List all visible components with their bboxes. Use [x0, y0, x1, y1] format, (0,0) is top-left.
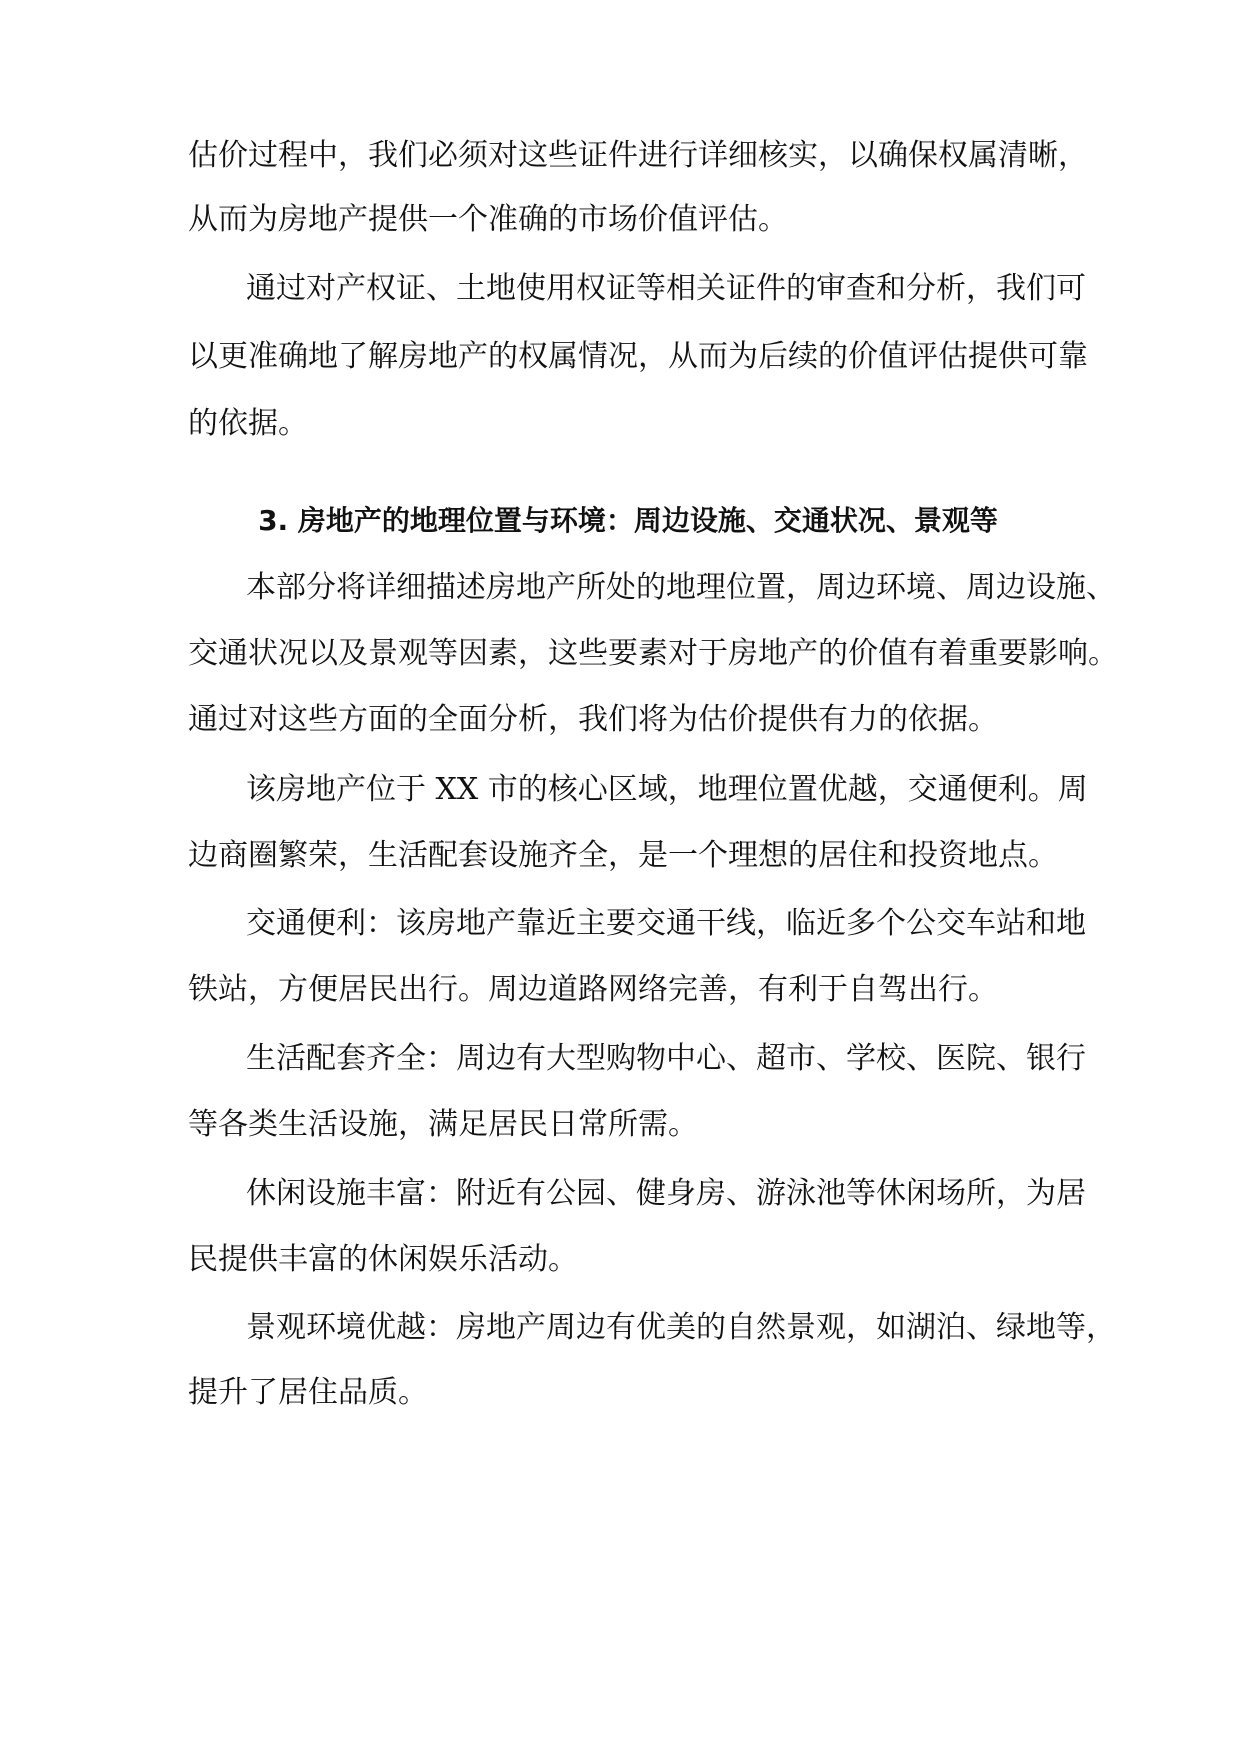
paragraph-line: 该房地产位于 XX 市的核心区域，地理位置优越，交通便利。周: [246, 772, 1088, 807]
paragraph-line: 提升了居住品质。: [188, 1375, 428, 1410]
paragraph-line: 通过对这些方面的全面分析，我们将为估价提供有力的依据。: [188, 702, 998, 737]
paragraph-line: 休闲设施丰富：附近有公园、健身房、游泳池等休闲场所，为居: [246, 1176, 1086, 1211]
paragraph-line: 交通便利：该房地产靠近主要交通干线，临近多个公交车站和地: [246, 906, 1086, 941]
paragraph-line: 景观环境优越：房地产周边有优美的自然景观，如湖泊、绿地等，: [246, 1310, 1116, 1345]
paragraph-line: 通过对产权证、土地使用权证等相关证件的审查和分析，我们可: [246, 271, 1086, 306]
paragraph-line: 民提供丰富的休闲娱乐活动。: [188, 1242, 578, 1277]
paragraph-line: 边商圈繁荣，生活配套设施齐全，是一个理想的居住和投资地点。: [188, 838, 1058, 873]
paragraph-line: 以更准确地了解房地产的权属情况，从而为后续的价值评估提供可靠: [188, 339, 1088, 374]
paragraph-line: 的依据。: [188, 406, 308, 441]
paragraph-line: 估价过程中，我们必须对这些证件进行详细核实，以确保权属清晰，: [188, 138, 1088, 173]
paragraph-line: 生活配套齐全：周边有大型购物中心、超市、学校、医院、银行: [246, 1041, 1086, 1076]
paragraph-line: 等各类生活设施，满足居民日常所需。: [188, 1107, 698, 1142]
paragraph-line: 本部分将详细描述房地产所处的地理位置，周边环境、周边设施、: [246, 570, 1116, 605]
section-heading: 3. 房地产的地理位置与环境：周边设施、交通状况、景观等: [258, 504, 998, 537]
paragraph-line: 交通状况以及景观等因素，这些要素对于房地产的价值有着重要影响。: [188, 636, 1118, 671]
paragraph-line: 从而为房地产提供一个准确的市场价值评估。: [188, 202, 788, 237]
paragraph-line: 铁站，方便居民出行。周边道路网络完善，有利于自驾出行。: [188, 972, 998, 1007]
